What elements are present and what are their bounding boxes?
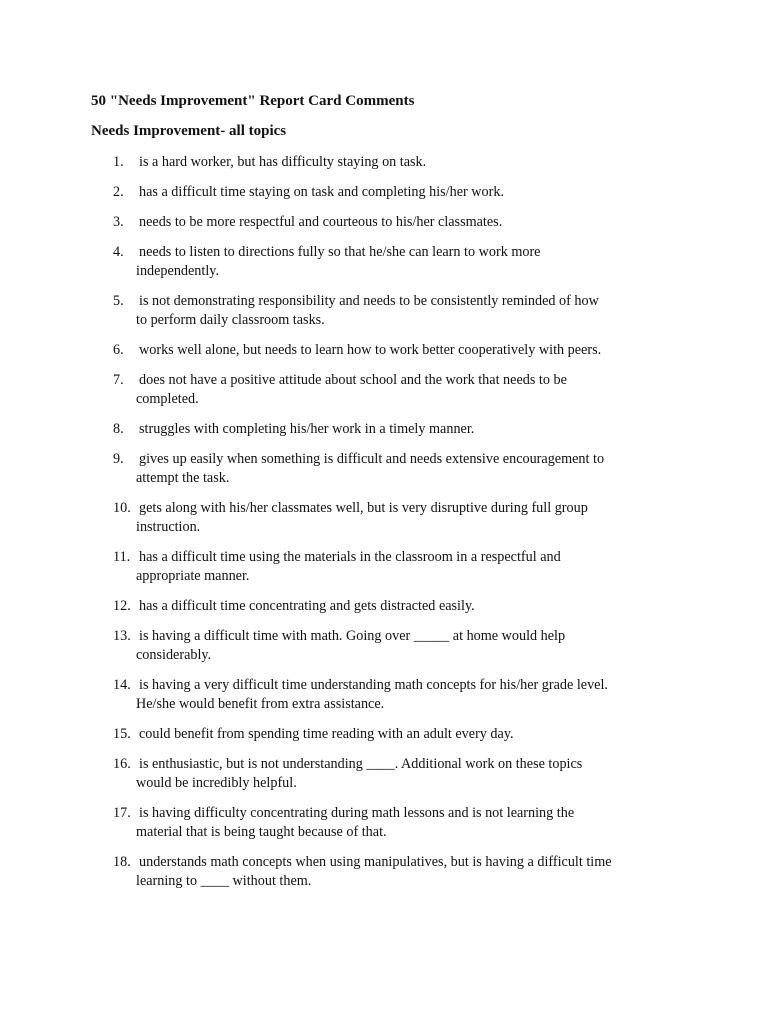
item-text-line: would be incredibly helpful. [136,775,297,791]
item-number: 11. [113,549,131,565]
item-text-line: needs to be more respectful and courteous to his/her classmates. [139,214,503,230]
item-text-line: is not demonstrating responsibility and needs to be consistently reminded of how [139,293,599,309]
item-text-line: considerably. [136,647,212,663]
item-text-line: is enthusiastic, but is not understanding ____. Additional work on these topics [139,756,583,772]
list-item [0,213,612,232]
item-text-line: works well alone, but needs to learn how to work better cooperatively with peers. [139,342,602,358]
section-heading: Needs Improvement- all topics [91,123,287,139]
item-number: 12. [113,598,131,614]
item-number: 16. [113,756,131,772]
item-text [136,755,612,793]
item-number: 17. [113,805,131,821]
item-text-line: is having a difficult time with math. Going over _____ at home would help [139,628,566,644]
item-text [136,853,612,891]
comments-list [0,153,612,902]
item-text [136,676,612,714]
list-item [0,755,612,793]
item-text [136,499,612,537]
list-item [0,548,612,586]
item-text [136,341,612,360]
item-text [136,371,612,409]
item-number: 14. [113,677,131,693]
list-item [0,420,612,439]
item-text-line: has a difficult time using the materials in the classroom in a respectful and [139,549,561,565]
list-item [0,341,612,360]
document-title: 50 "Needs Improvement" Report Card Comments [91,93,415,109]
list-item [0,183,612,202]
list-item [0,597,612,616]
item-text [136,597,612,616]
item-text-line: gives up easily when something is difficult and needs extensive encouragement to [139,451,605,467]
item-text-line: completed. [136,391,199,407]
item-text-line: struggles with completing his/her work in a timely manner. [139,421,475,437]
item-text-line: does not have a positive attitude about school and the work that needs to be [139,372,567,388]
item-number: 9. [113,451,124,467]
item-number: 1. [113,154,124,170]
item-text [136,183,612,202]
list-item [0,725,612,744]
item-text [136,292,612,330]
item-text-line: He/she would benefit from extra assistance. [136,696,385,712]
list-item [0,292,612,330]
item-text [136,213,612,232]
item-text-line: material that is being taught because of that. [136,824,387,840]
item-text-line: is a hard worker, but has difficulty staying on task. [139,154,427,170]
item-text-line: has a difficult time staying on task and completing his/her work. [139,184,504,200]
item-number: 3. [113,214,124,230]
list-item [0,243,612,281]
item-number: 10. [113,500,131,516]
list-item [0,499,612,537]
item-text [136,153,612,172]
item-number: 13. [113,628,131,644]
item-number: 5. [113,293,124,309]
item-number: 18. [113,854,131,870]
item-number: 6. [113,342,124,358]
item-text-line: needs to listen to directions fully so that he/she can learn to work more [139,244,541,260]
item-number: 2. [113,184,124,200]
list-item [0,627,612,665]
item-text-line: appropriate manner. [136,568,250,584]
list-item [0,371,612,409]
list-item [0,153,612,172]
item-text-line: learning to ____ without them. [136,873,312,889]
item-text-line: attempt the task. [136,470,230,486]
item-number: 4. [113,244,124,260]
item-text-line: is having difficulty concentrating during math lessons and is not learning the [139,805,575,821]
list-item [0,676,612,714]
item-text-line: understands math concepts when using manipulatives, but is having a difficult time [139,854,612,870]
item-number: 8. [113,421,124,437]
item-text [136,450,612,488]
item-text-line: could benefit from spending time reading with an adult every day. [139,726,514,742]
item-text [136,243,612,281]
item-text-line: instruction. [136,519,201,535]
item-number: 15. [113,726,131,742]
item-number: 7. [113,372,124,388]
item-text-line: to perform daily classroom tasks. [136,312,325,328]
item-text [136,627,612,665]
item-text [136,548,612,586]
item-text-line: gets along with his/her classmates well, but is very disruptive during full group [139,500,588,516]
item-text-line: independently. [136,263,219,279]
item-text-line: is having a very difficult time understanding math concepts for his/her grade level. [139,677,608,693]
list-item [0,853,612,891]
list-item [0,450,612,488]
item-text-line: has a difficult time concentrating and gets distracted easily. [139,598,475,614]
list-item [0,804,612,842]
item-text [136,804,612,842]
item-text [136,725,612,744]
item-text [136,420,612,439]
